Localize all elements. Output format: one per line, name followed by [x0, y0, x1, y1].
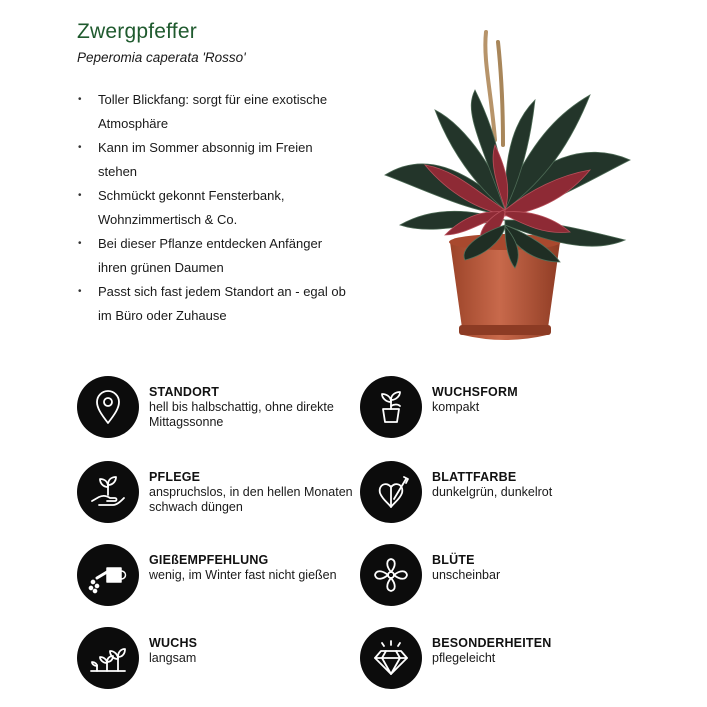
attribute-value: dunkelgrün, dunkelrot: [432, 485, 553, 499]
feature-item: • Kann im Sommer absonnig im Freien stehen: [77, 136, 347, 184]
attribute-value: langsam: [149, 651, 197, 665]
attribute-label: STANDORT: [149, 385, 220, 399]
attribute-blattfarbe: [360, 461, 650, 525]
attribute-standort: [77, 376, 367, 440]
feature-item: • Toller Blickfang: sorgt für eine exotische Atmosphäre: [77, 88, 347, 136]
growing-sprouts-icon: [77, 627, 139, 689]
attribute-label: WUCHSFORM: [432, 385, 518, 399]
attribute-label: PFLEGE: [149, 470, 201, 484]
attribute-label: BESONDERHEITEN: [432, 636, 552, 650]
attribute-label: BLATTFARBE: [432, 470, 517, 484]
plant-image: [355, 20, 655, 350]
feature-item: • Bei dieser Pflanze entdecken Anfänger ihren grünen Daumen: [77, 232, 347, 280]
location-pin-icon: [77, 376, 139, 438]
feature-item: • Schmückt gekonnt Fensterbank, Wohnzimmertisch & Co.: [77, 184, 347, 232]
attribute-bluete: [360, 544, 650, 608]
watering-can-icon: [77, 544, 139, 606]
attribute-besonderheiten: [360, 627, 650, 691]
attribute-wuchs: [77, 627, 367, 691]
attribute-value: pflegeleicht: [432, 651, 496, 665]
flower-icon: [360, 544, 422, 606]
attribute-value: anspruchslos, in den hellen Monaten schwach düngen: [149, 485, 353, 514]
attribute-value: hell bis halbschattig, ohne direkte Mittagssonne: [149, 400, 334, 429]
attribute-value: wenig, im Winter fast nicht gießen: [149, 568, 337, 582]
potted-plant-icon: [360, 376, 422, 438]
attribute-giessempfehlung: [77, 544, 367, 608]
attribute-label: WUCHS: [149, 636, 198, 650]
hand-sprout-icon: [77, 461, 139, 523]
feature-list: [77, 88, 347, 328]
attribute-label: BLÜTE: [432, 553, 475, 567]
attribute-label: GIEßEMPFEHLUNG: [149, 553, 269, 567]
attribute-wuchsform: [360, 376, 650, 440]
attribute-pflege: [77, 461, 367, 525]
leaf-brush-icon: [360, 461, 422, 523]
attribute-value: unscheinbar: [432, 568, 501, 582]
attribute-value: kompakt: [432, 400, 480, 414]
botanical-name: Peperomia caperata 'Rosso': [77, 50, 246, 65]
product-title: Zwergpfeffer: [77, 20, 197, 43]
diamond-icon: [360, 627, 422, 689]
feature-item: • Passt sich fast jedem Standort an - egal ob im Büro oder Zuhause: [77, 280, 347, 328]
